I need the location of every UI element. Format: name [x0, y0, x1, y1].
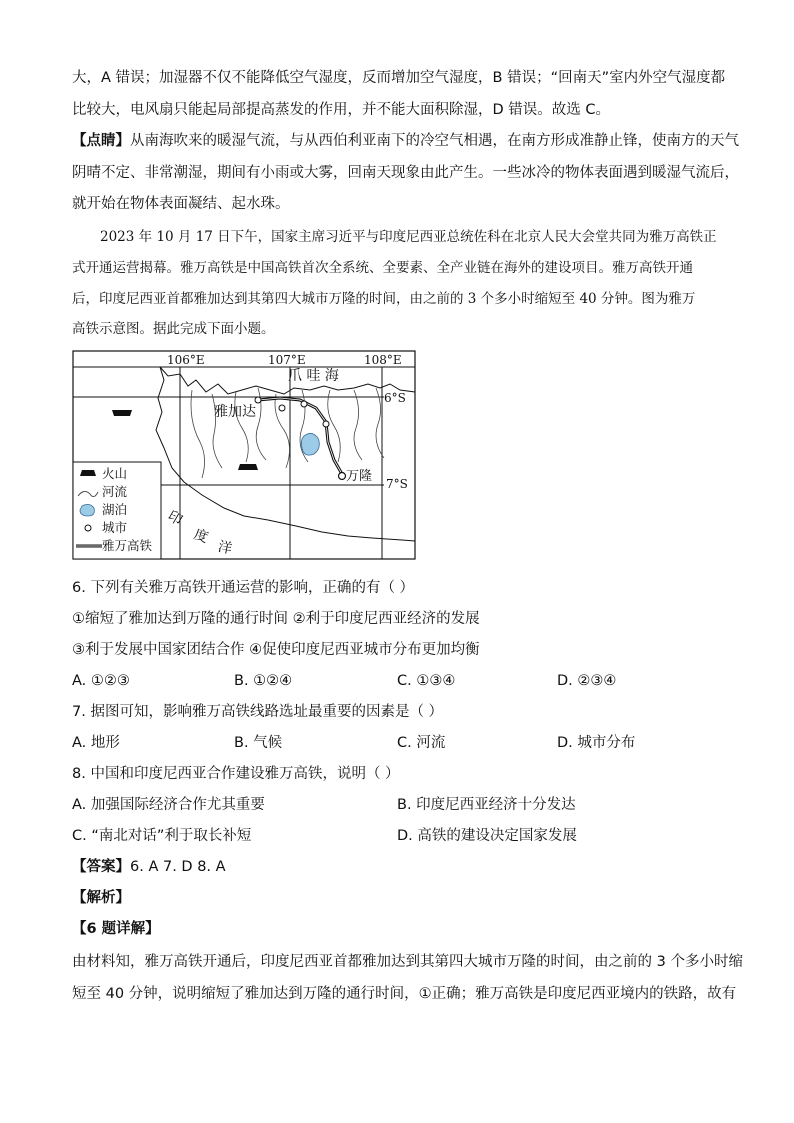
- lat-label-6s: 6°S: [384, 391, 406, 405]
- answer-line: [72, 857, 226, 877]
- tip-line2: 阴晴不定、非常潮湿，期间有小雨或大雾，回南天现象由此产生。一些冰冷的物体表面遇到暖湿气流后，: [72, 165, 739, 181]
- ocean-label-3: 洋: [216, 538, 234, 558]
- q6-option-a[interactable]: A. ①②③: [72, 673, 130, 689]
- legend-railway-label: 雅万高铁: [102, 538, 153, 553]
- railway-map: [72, 350, 416, 560]
- volcano-icon: [238, 464, 258, 470]
- legend-lake-icon: [80, 504, 94, 516]
- volcano-icon: [112, 410, 132, 416]
- ocean-label-2: 度: [191, 526, 211, 547]
- q7-option-d[interactable]: D. 城市分布: [557, 735, 636, 751]
- tip-line3: 就开始在物体表面凝结、起水珠。: [72, 196, 290, 212]
- detail6-line2: 短至 40 分钟，说明缩短了雅加达到万隆的通行时间，①正确；雅万高铁是印度尼西亚境内的铁路，故有: [72, 986, 737, 1002]
- q8-option-a[interactable]: A. 加强国际经济合作尤其重要: [72, 797, 265, 813]
- city-marker-bandung: [339, 473, 346, 480]
- city-marker: [255, 397, 261, 403]
- legend-city-label: 城市: [102, 520, 128, 535]
- q7-option-b[interactable]: B. 气候: [234, 735, 283, 751]
- sea-label: 爪 哇 海: [288, 368, 339, 384]
- city-marker: [279, 405, 285, 411]
- q6-option-b[interactable]: B. ①②④: [234, 673, 293, 689]
- q8-option-d[interactable]: D. 高铁的建设决定国家发展: [397, 828, 577, 844]
- city-label-bandung: 万隆: [346, 469, 373, 484]
- city-label-jakarta: 雅加达: [214, 404, 256, 420]
- para1-line2: 比较大，电风扇只能起局部提高蒸发的作用，并不能大面积除湿，D 错误。故选 C。: [72, 102, 611, 118]
- q6-statements-2: ③利于发展中国家团结合作 ④促使印度尼西亚城市分布更加均衡: [72, 642, 480, 658]
- q7-option-c[interactable]: C. 河流: [397, 735, 446, 751]
- legend-river-label: 河流: [102, 484, 128, 499]
- lake: [301, 433, 319, 455]
- tip-line1: [72, 131, 739, 151]
- material-line1: 2023 年 10 月 17 日下午，国家主席习近平与印度尼西亚总统佐科在北京人民大会堂共同为雅万高铁正: [100, 229, 717, 245]
- material-line3: 后，印度尼西亚首都雅加达到其第四大城市万隆的时间，由之前的 3 个多小时缩短至 40 分钟。图为雅万: [72, 291, 696, 307]
- city-marker: [323, 421, 329, 427]
- q8-stem: 8. 中国和印度尼西亚合作建设雅万高铁，说明（ ）: [72, 766, 400, 782]
- legend-lake-label: 湖泊: [102, 502, 128, 517]
- lat-label-7s: 7°S: [386, 477, 408, 491]
- lon-label-107: 107°E: [268, 353, 306, 367]
- ocean-label-1: 印: [164, 508, 185, 529]
- q6-option-d[interactable]: D. ②③④: [557, 673, 617, 689]
- material-line2: 式开通运营揭幕。雅万高铁是中国高铁首次全系统、全要素、全产业链在海外的建设项目。雅万高铁开通: [72, 260, 693, 276]
- answer-label: 【答案】: [72, 859, 130, 875]
- lon-label-108: 108°E: [364, 353, 402, 367]
- analysis-label: 【解析】: [72, 890, 130, 906]
- detail6-label: 【6 题详解】: [72, 921, 160, 937]
- legend-volcano-label: 火山: [102, 466, 128, 481]
- detail6-line1: 由材料知，雅万高铁开通后，印度尼西亚首都雅加达到其第四大城市万隆的时间，由之前的 3 个多小时缩: [72, 954, 743, 970]
- tip-text-1: 从南海吹来的暖湿气流，与从西伯利亚南下的冷空气相遇，在南方形成准静止锋，使南方的天气: [130, 133, 739, 149]
- q6-option-c[interactable]: C. ①③④: [397, 673, 456, 689]
- map-legend: [73, 462, 161, 559]
- q7-option-a[interactable]: A. 地形: [72, 735, 120, 751]
- legend-volcano-icon: [80, 470, 96, 476]
- q6-statements-1: ①缩短了雅加达到万隆的通行时间 ②利于印度尼西亚经济的发展: [72, 611, 480, 627]
- answer-text: 6. A 7. D 8. A: [130, 859, 226, 875]
- material-line4: 高铁示意图。据此完成下面小题。: [72, 321, 275, 337]
- legend-city-icon: [85, 525, 91, 531]
- tip-label: 【点睛】: [72, 133, 130, 149]
- q8-option-c[interactable]: C. “南北对话”利于取长补短: [72, 828, 252, 844]
- q8-option-b[interactable]: B. 印度尼西亚经济十分发达: [397, 797, 576, 813]
- q7-stem: 7. 据图可知，影响雅万高铁线路选址最重要的因素是（ ）: [72, 704, 444, 720]
- q6-stem: 6. 下列有关雅万高铁开通运营的影响，正确的有（ ）: [72, 580, 415, 596]
- lon-label-106: 106°E: [167, 353, 205, 367]
- para1-line1: 大，A 错误；加湿器不仅不能降低空气湿度，反而增加空气湿度，B 错误；“回南天”室内外空气湿度都: [72, 70, 726, 86]
- city-marker: [301, 401, 307, 407]
